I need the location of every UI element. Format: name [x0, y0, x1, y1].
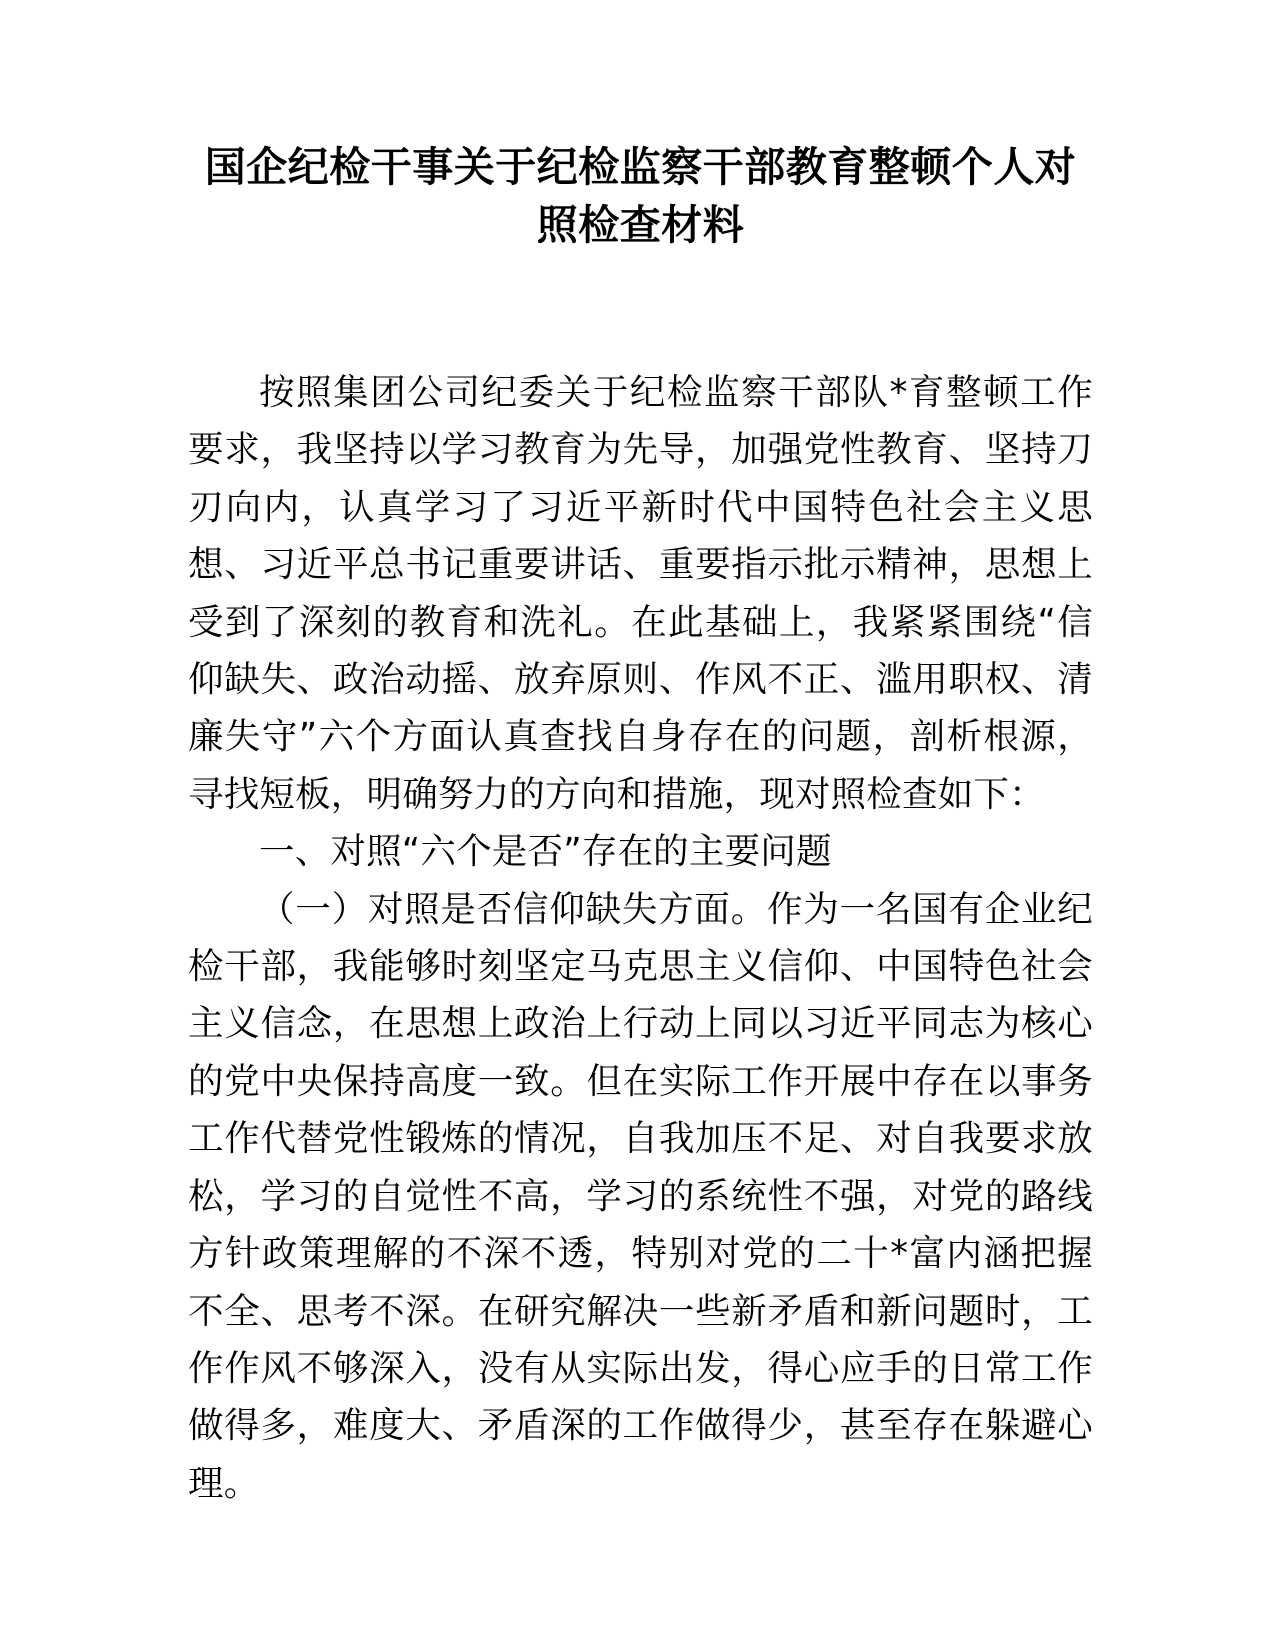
intro-paragraph: 按照集团公司纪委关于纪检监察干部队*育整顿工作要求，我坚持以学习教育为先导，加强党性教育、坚持刀刃向内，认真学习了习近平新时代中国特色社会主义思想、习近平总书记重要讲话、重要指示批示精神，思想上受到了深刻的教育和洗礼。在此基础上，我紧紧围绕“信仰缺失、政治动摇、放弃原则、作风不正、滥用职权、清廉失守”六个方面认真查找自身存在的问题，剖析根源，寻找短板，明确努力的方向和措施，现对照检查如下： [188, 372, 1093, 815]
document-body [188, 0, 1093, 1512]
subsection-one-paragraph: （一）对照是否信仰缺失方面。作为一名国有企业纪检干部，我能够时刻坚定马克思主义信仰、中国特色社会主义信念，在思想上政治上行动上同以习近平同志为核心的党中央保持高度一致。但在实际工作开展中存在以事务工作代替党性锻炼的情况，自我加压不足、对自我要求放松，学习的自觉性不高，学习的系统性不强，对党的路线方针政策理解的不深不透，特别对党的二十*富内涵把握不全、思考不深。在研究解决一些新矛盾和新问题时，工作作风不够深入，没有从实际出发，得心应手的日常工作做得多，难度大、矛盾深的工作做得少，甚至存在躲避心理。 [188, 888, 1093, 1504]
page-title: 国企纪检干事关于纪检监察干部教育整顿个人对照检查材料 [204, 143, 1077, 249]
section-heading-one: 一、对照“六个是否”存在的主要问题 [259, 831, 832, 873]
